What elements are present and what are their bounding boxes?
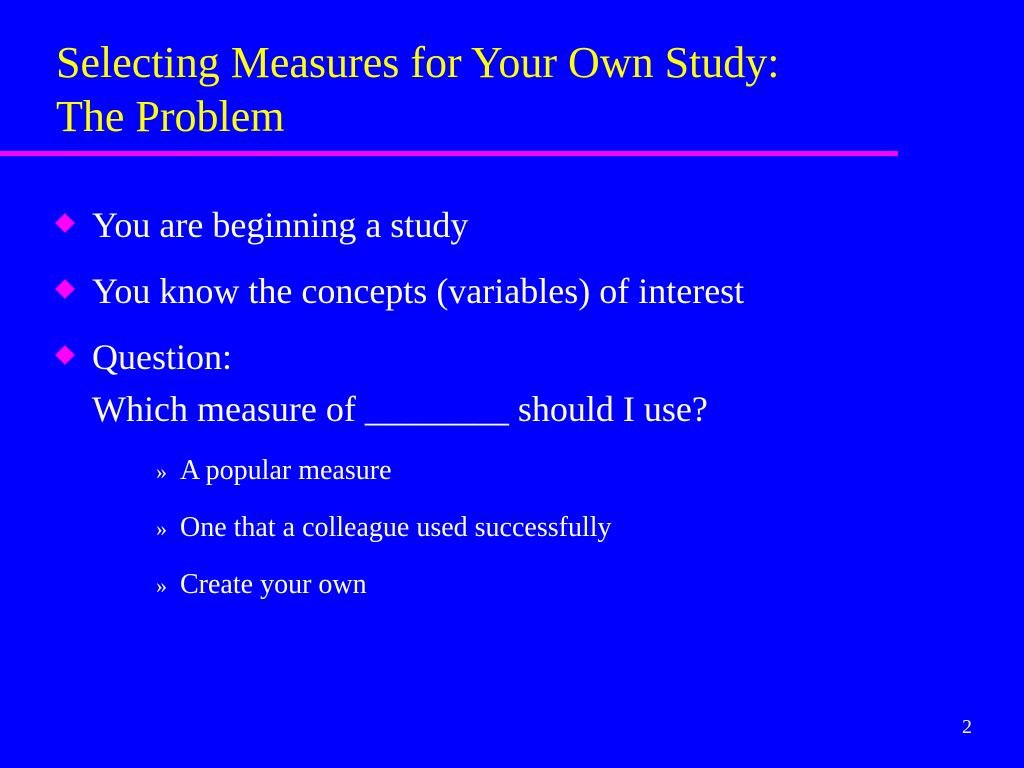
bullet-item: [56, 331, 708, 435]
sub-bullet-text: Create your own: [180, 569, 367, 600]
bullet-text: You are beginning a study: [92, 205, 469, 245]
bullet-text: You know the concepts (variables) of interest: [92, 271, 745, 311]
bullet-item: [56, 199, 468, 251]
bullet-text-continued: Which measure of ________ should I use?: [92, 389, 708, 429]
bullet-text: Question:: [92, 337, 232, 377]
diamond-bullet-icon: [55, 345, 75, 365]
diamond-bullet-icon: [55, 279, 75, 299]
diamond-bullet-icon: [55, 213, 75, 233]
title-line-1: Selecting Measures for Your Own Study:: [56, 38, 780, 87]
sub-bullet-text: A popular measure: [180, 455, 392, 486]
page-number: 2: [962, 716, 972, 738]
sub-bullet-text: One that a colleague used successfully: [180, 512, 612, 543]
sub-bullet-marker: »: [156, 459, 167, 484]
sub-bullet-item: [156, 565, 367, 606]
sub-bullet-marker: »: [156, 573, 167, 598]
sub-bullet-item: [156, 508, 612, 549]
sub-bullet-marker: »: [156, 516, 167, 541]
bullet-item: [56, 265, 744, 317]
title-line-2: The Problem: [56, 92, 285, 141]
sub-bullet-item: [156, 451, 392, 492]
